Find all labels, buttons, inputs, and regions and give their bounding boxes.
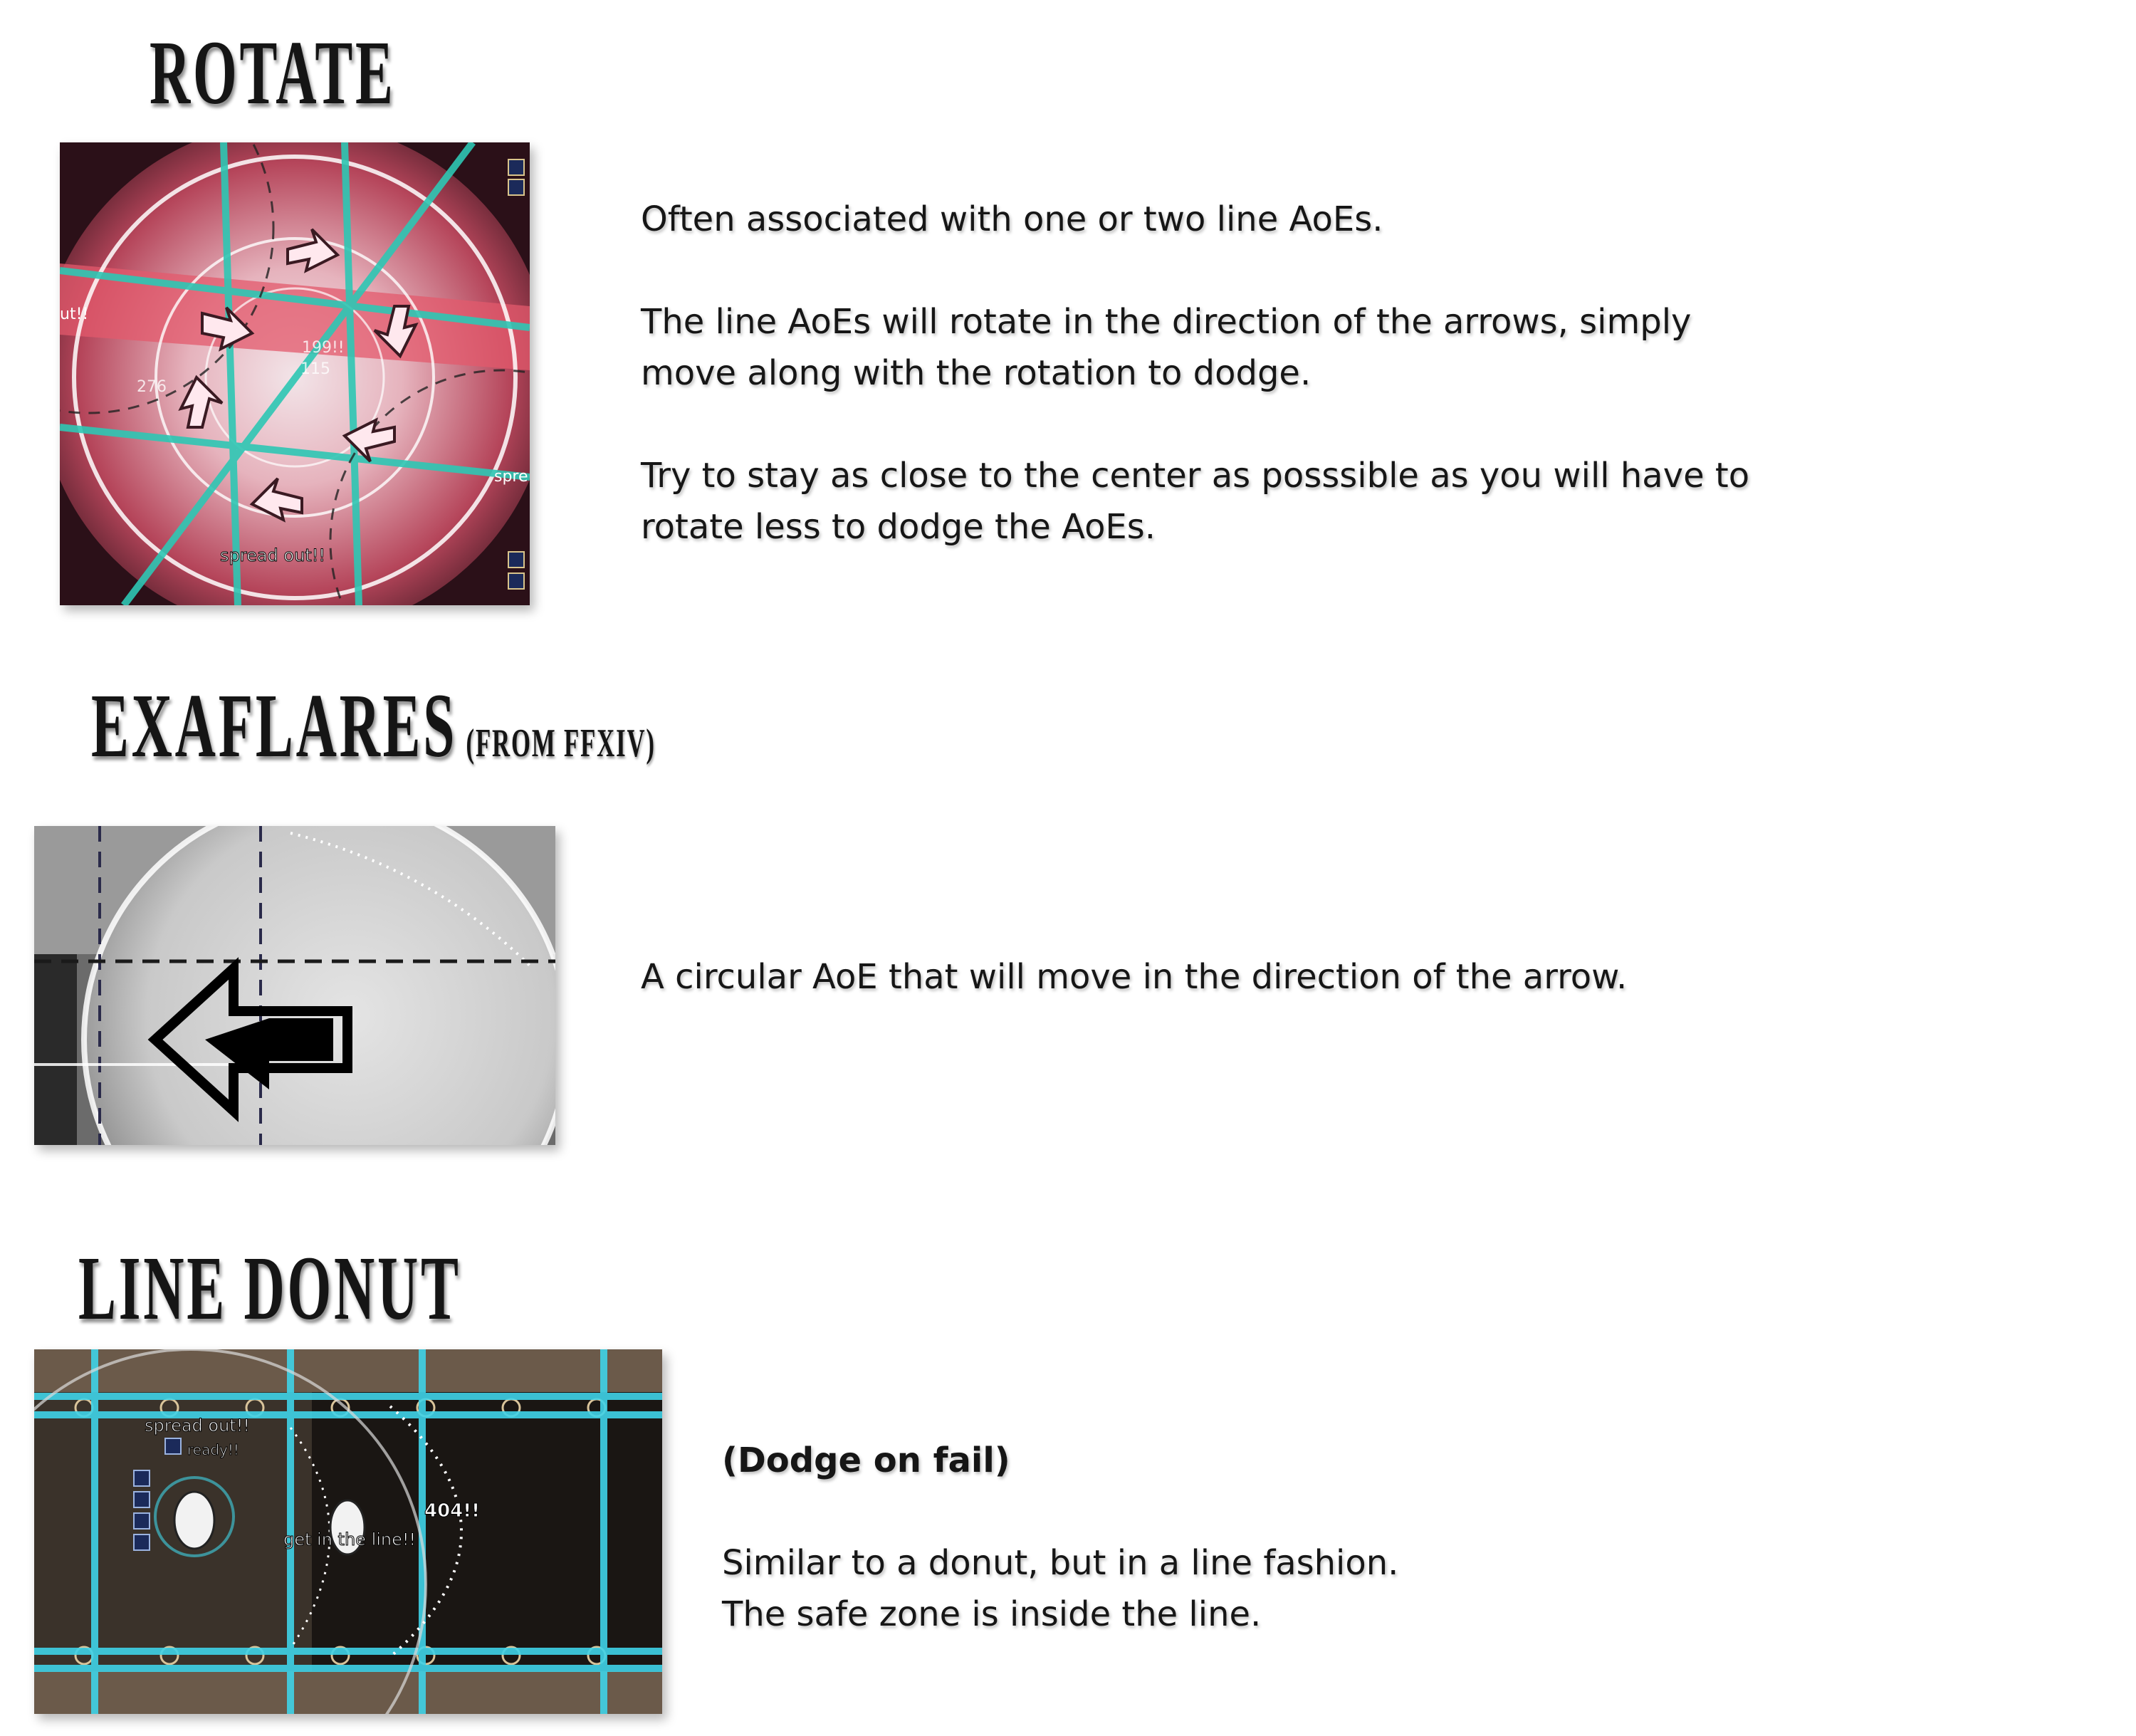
line-donut-paragraph-1: Similar to a donut, but in a line fashion.	[722, 1543, 1399, 1583]
donut-callout-spread: spread out!!	[145, 1416, 250, 1436]
rotate-damage-b: 115	[300, 360, 330, 378]
rotate-screenshot	[60, 142, 530, 605]
rotate-paragraph-3: Try to stay as close to the center as posssible as you will have to rotate less to dodge the AoEs.	[641, 456, 1750, 547]
donut-damage: 404!!	[424, 1500, 480, 1522]
rotate-callout: spread out!!	[220, 545, 325, 565]
exaflares-title: EXAFLARES	[91, 675, 458, 776]
line-donut-screenshot	[34, 1349, 662, 1714]
exaflares-paragraph-1: A circular AoE that will move in the direction of the arrow.	[641, 957, 1628, 997]
donut-callout-ready: ready!!	[187, 1441, 239, 1458]
line-donut-description	[722, 1435, 1790, 1640]
donut-callout-line: get in the line!!	[283, 1530, 417, 1549]
rotate-edge-left: ut!!	[60, 305, 89, 323]
rotate-heading: ROTATE	[150, 22, 396, 123]
rotate-paragraph-2: The line AoEs will rotate in the direction of the arrows, simply move along with the rotation to dodge.	[641, 302, 1692, 393]
line-donut-heading: LINE DONUT	[78, 1238, 461, 1339]
rotate-paragraph-1: Often associated with one or two line AoEs.	[641, 199, 1383, 239]
rotate-description	[641, 194, 1794, 553]
exaflares-subtitle: (FROM FFXIV)	[466, 721, 656, 765]
line-donut-note: (Dodge on fail)	[722, 1440, 1010, 1480]
exaflares-screenshot	[34, 826, 555, 1145]
rotate-edge-right: spre	[494, 468, 528, 486]
rotate-damage-a: 276	[137, 378, 167, 396]
line-donut-paragraph-2: The safe zone is inside the line.	[722, 1594, 1262, 1634]
rotate-damage-c: 199!!	[302, 339, 345, 357]
exaflares-heading	[91, 675, 656, 776]
